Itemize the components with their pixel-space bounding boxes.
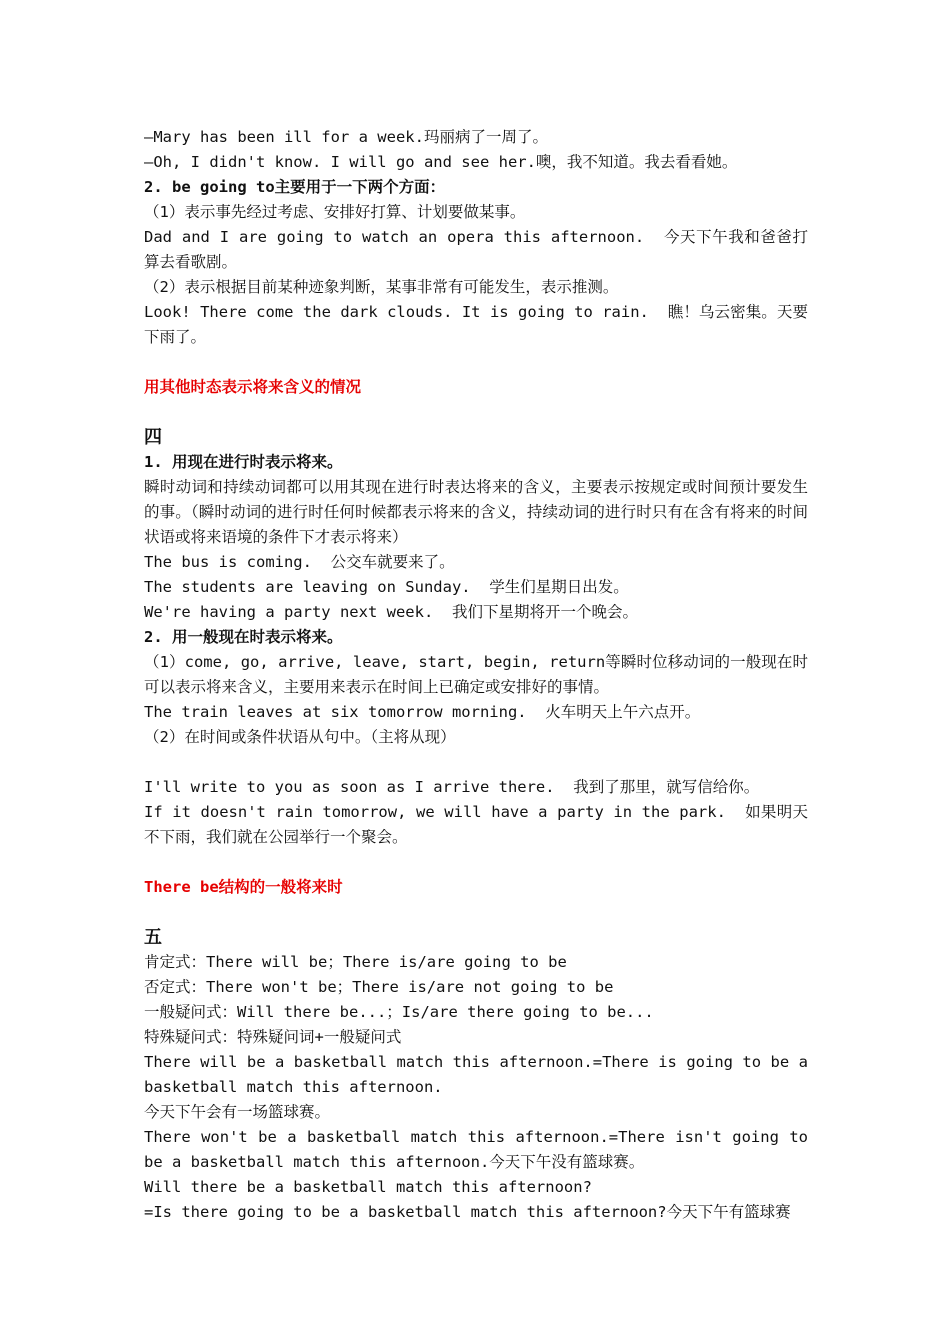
spacer <box>144 750 808 775</box>
simple-present-heading: 2. 用一般现在时表示将来。 <box>144 628 343 646</box>
example-match-negative: There won't be a basketball match this afternoon.=There isn't going to be a basketball match this afternoon.今天下午没有篮球赛。 <box>144 1128 818 1171</box>
special-question-form: 特殊疑问式：特殊疑问词+一般疑问式 <box>144 1028 402 1046</box>
example-rain: Look! There come the dark clouds. It is going to rain. 瞧！乌云密集。天要下雨了。 <box>144 303 808 346</box>
example-park: If it doesn't rain tomorrow, we will have a party in the park. 如果明天不下雨，我们就在公园举行一个聚会。 <box>144 803 808 846</box>
simple-present-explanation: （1）come, go, arrive, leave, start, begin, return等瞬时位移动词的一般现在时可以表示将来含义，主要用来表示在时间上已确定或安排好的事情。 <box>144 653 808 696</box>
example-match-question-alt: =Is there going to be a basketball match this afternoon?今天下午有篮球赛 <box>144 1203 791 1221</box>
usage-point-2: （2）表示根据目前某种迹象判断，某事非常有可能发生，表示推测。 <box>144 278 619 296</box>
negative-form: 否定式：There won't be；There is/are not going to be <box>144 978 614 996</box>
general-question-form: 一般疑问式：Will there be...；Is/are there going to be... <box>144 1003 654 1021</box>
spacer <box>144 900 808 925</box>
affirmative-form: 肯定式：There will be；There is/are going to be <box>144 953 567 971</box>
clause-rule: （2）在时间或条件状语从句中。（主将从现） <box>144 728 456 746</box>
example-opera: Dad and I are going to watch an opera this afternoon. 今天下午我和爸爸打算去看歌剧。 <box>144 228 808 271</box>
be-going-to-heading: 2. be going to主要用于一下两个方面： <box>144 178 446 196</box>
present-progressive-explanation: 瞬时动词和持续动词都可以用其现在进行时表达将来的含义，主要表示按规定或时间预计要发生的事。（瞬时动词的进行时任何时候都表示将来的含义，持续动词的进行时只有在含有将来的时间状语或将来语境的条件下才表示将来） <box>144 478 808 546</box>
spacer <box>144 850 808 875</box>
present-progressive-heading: 1. 用现在进行时表示将来。 <box>144 453 343 471</box>
example-students: The students are leaving on Sunday. 学生们星期日出发。 <box>144 578 629 596</box>
example-write: I'll write to you as soon as I arrive there. 我到了那里，就写信给你。 <box>144 778 760 796</box>
example-train: The train leaves at six tomorrow morning. 火车明天上午六点开。 <box>144 703 701 721</box>
spacer <box>144 400 808 425</box>
example-match-translation: 今天下午会有一场篮球赛。 <box>144 1103 331 1121</box>
example-match-affirmative: There will be a basketball match this afternoon.=There is going to be a basketball match this afternoon. <box>144 1053 818 1096</box>
section-5-number: 五 <box>144 927 162 948</box>
dialogue-line-1: —Mary has been ill for a week.玛丽病了一周了。 <box>144 128 548 146</box>
example-bus: The bus is coming. 公交车就要来了。 <box>144 553 455 571</box>
example-match-question: Will there be a basketball match this afternoon? <box>144 1178 592 1196</box>
document-page <box>144 125 818 1225</box>
dialogue-line-2: —Oh, I didn't know. I will go and see her.噢，我不知道。我去看看她。 <box>144 153 738 171</box>
section-5-title: There be结构的一般将来时 <box>144 878 343 896</box>
section-4-title: 用其他时态表示将来含义的情况 <box>144 378 362 396</box>
section-4-number: 四 <box>144 427 162 448</box>
usage-point-1: （1）表示事先经过考虑、安排好打算、计划要做某事。 <box>144 203 526 221</box>
spacer <box>144 350 808 375</box>
example-party: We're having a party next week. 我们下星期将开一个晚会。 <box>144 603 638 621</box>
